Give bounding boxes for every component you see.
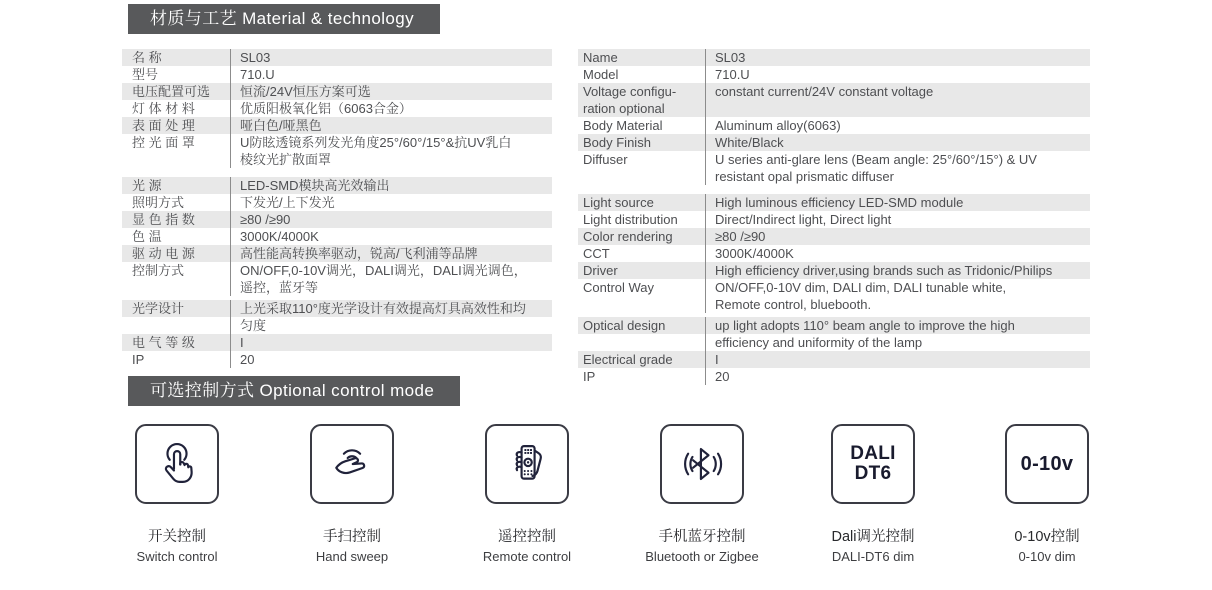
spec-label: 灯 体 材 料 [132,101,195,116]
spec-row [122,245,552,262]
spec-label: 照明方式 [132,195,185,210]
spec-value: 哑白色/哑黑色 [230,117,552,134]
spec-value: SL03 [230,49,552,66]
control-mode [102,424,252,564]
control-mode [452,424,602,564]
spec-row [122,334,552,351]
spec-value: ON/OFF,0-10V调光，DALI调光，DALI调光调色， 遥控，蓝牙等 [230,262,552,296]
spec-row [578,117,1090,134]
mode-icon-box [310,424,394,504]
spec-label: 光 源 [132,178,162,193]
spec-value: 710.U [705,66,1090,83]
spec-value: constant current/24V constant voltage [705,83,1090,117]
spec-value: ON/OFF,0-10V dim, DALI dim, DALI tunable white, Remote control, bluebooth. [705,279,1090,313]
spec-table-english [578,49,1090,385]
section-header-material: 材质与工艺 Material & technology [128,4,440,34]
mode-icon-box [135,424,219,504]
spec-label: 驱 动 电 源 [132,246,195,261]
spec-label: Body Finish [583,135,651,150]
spec-value: 恒流/24V恒压方案可选 [230,83,552,100]
spec-row [578,262,1090,279]
spec-value: 下发光/上下发光 [230,194,552,211]
spec-row [122,228,552,245]
mode-icon-box [660,424,744,504]
spec-label: Light source [583,195,654,210]
spec-label: Light distribution [583,212,678,227]
spec-row [578,134,1090,151]
spec-label: 控制方式 [132,263,185,278]
spec-row [578,279,1090,313]
mode-label-en: DALI-DT6 dim [831,549,915,564]
spec-label: IP [583,369,596,384]
mode-label-en: Switch control [136,549,218,564]
spec-row [578,151,1090,185]
mode-label-zh: 手机蓝牙控制 [658,529,746,545]
spec-row [122,177,552,194]
control-mode [798,424,948,564]
spec-value: Direct/Indirect light, Direct light [705,211,1090,228]
mode-label-en: Hand sweep [315,549,389,564]
mode-icon-box [831,424,915,504]
0-10v-icon: 0-10v [1020,453,1074,475]
mode-label-zh: Dali调光控制 [831,529,915,545]
control-mode [972,424,1122,564]
spec-label: 显 色 指 数 [132,212,195,227]
spec-row [122,100,552,117]
spec-value: 优质阳极氧化铝（6063合金） [230,100,552,117]
spec-value: I [230,334,552,351]
spec-row [578,211,1090,228]
tap-icon [151,438,203,490]
spec-row [122,66,552,83]
spec-label: Electrical grade [583,352,673,367]
spec-value: 20 [230,351,552,368]
mode-label-en: Remote control [482,549,572,564]
dali-dt6-icon: DALI DT6 [850,443,896,484]
spec-value: High luminous efficiency LED-SMD module [705,194,1090,211]
spec-label: CCT [583,246,610,261]
spec-value: 20 [705,368,1090,385]
spec-row [578,245,1090,262]
spec-row [578,49,1090,66]
spec-value: 上光采取110°度光学设计有效提高灯具高效性和均 匀度 [230,300,552,334]
spec-value: I [705,351,1090,368]
spec-value: 高性能高转换率驱动，锐高/飞利浦等品牌 [230,245,552,262]
control-mode [627,424,777,564]
spec-label: Driver [583,263,618,278]
spec-label: 型号 [132,67,159,82]
spec-value: 3000K/4000K [705,245,1090,262]
spec-row [578,368,1090,385]
remote-control-icon [501,438,553,490]
spec-label: Optical design [583,318,666,333]
spec-label: Diffuser [583,152,628,167]
hand-sweep-icon [326,438,378,490]
spec-label: 色 温 [132,229,162,244]
mode-icon-box [485,424,569,504]
mode-label-zh: 手扫控制 [323,529,381,545]
spec-label: 光学设计 [132,301,185,316]
spec-label: Voltage configu- ration optional [583,84,677,116]
section-header-control: 可选控制方式 Optional control mode [128,376,460,406]
spec-value: up light adopts 110° beam angle to improve the high efficiency and uniformity of the lamp [705,317,1090,351]
mode-label-en: Bluetooth or Zigbee [645,549,759,564]
mode-label-en: 0-10v dim [1018,549,1076,564]
spec-value: ≥80 /≥90 [705,228,1090,245]
spec-row [122,194,552,211]
spec-row [578,66,1090,83]
spec-label: Body Material [583,118,663,133]
spec-label: Name [583,50,618,65]
spec-row [122,262,552,296]
spec-value: High efficiency driver,using brands such as Tridonic/Philips [705,262,1090,279]
spec-label: 名 称 [132,50,162,65]
mode-label-zh: 遥控控制 [498,529,556,545]
spec-label: Model [583,67,619,82]
spec-label: Control Way [583,280,655,295]
spec-label: IP [132,352,145,367]
spec-row [578,83,1090,117]
spec-value: U防眩透镜系列发光角度25°/60°/15°&抗UV乳白 棱纹光扩散面罩 [230,134,552,168]
spec-row [122,211,552,228]
spec-value: U series anti-glare lens (Beam angle: 25°/60°/15°) & UV resistant opal prismatic diffuser [705,151,1090,185]
spec-label: 电 气 等 级 [132,335,195,350]
spec-value: SL03 [705,49,1090,66]
spec-value: White/Black [705,134,1090,151]
spec-value: ≥80 /≥90 [230,211,552,228]
spec-value: 710.U [230,66,552,83]
spec-row [122,117,552,134]
spec-value: Aluminum alloy(6063) [705,117,1090,134]
spec-label: 表 面 处 理 [132,118,195,133]
control-mode [277,424,427,564]
spec-table-chinese [122,49,552,368]
spec-row [122,83,552,100]
spec-row [578,317,1090,351]
spec-value: 3000K/4000K [230,228,552,245]
spec-row [122,134,552,168]
spec-row [578,228,1090,245]
spec-label: 电压配置可选 [132,84,211,99]
spec-row [578,351,1090,368]
spec-row [578,194,1090,211]
spec-label: 控 光 面 罩 [132,135,195,150]
bluetooth-icon [676,438,728,490]
spec-row [122,49,552,66]
spec-value: LED-SMD模块高光效输出 [230,177,552,194]
mode-label-zh: 0-10v控制 [1014,529,1080,545]
spec-label: Color rendering [583,229,673,244]
spec-row [122,351,552,368]
mode-icon-box [1005,424,1089,504]
spec-row [122,300,552,334]
mode-label-zh: 开关控制 [148,529,206,545]
